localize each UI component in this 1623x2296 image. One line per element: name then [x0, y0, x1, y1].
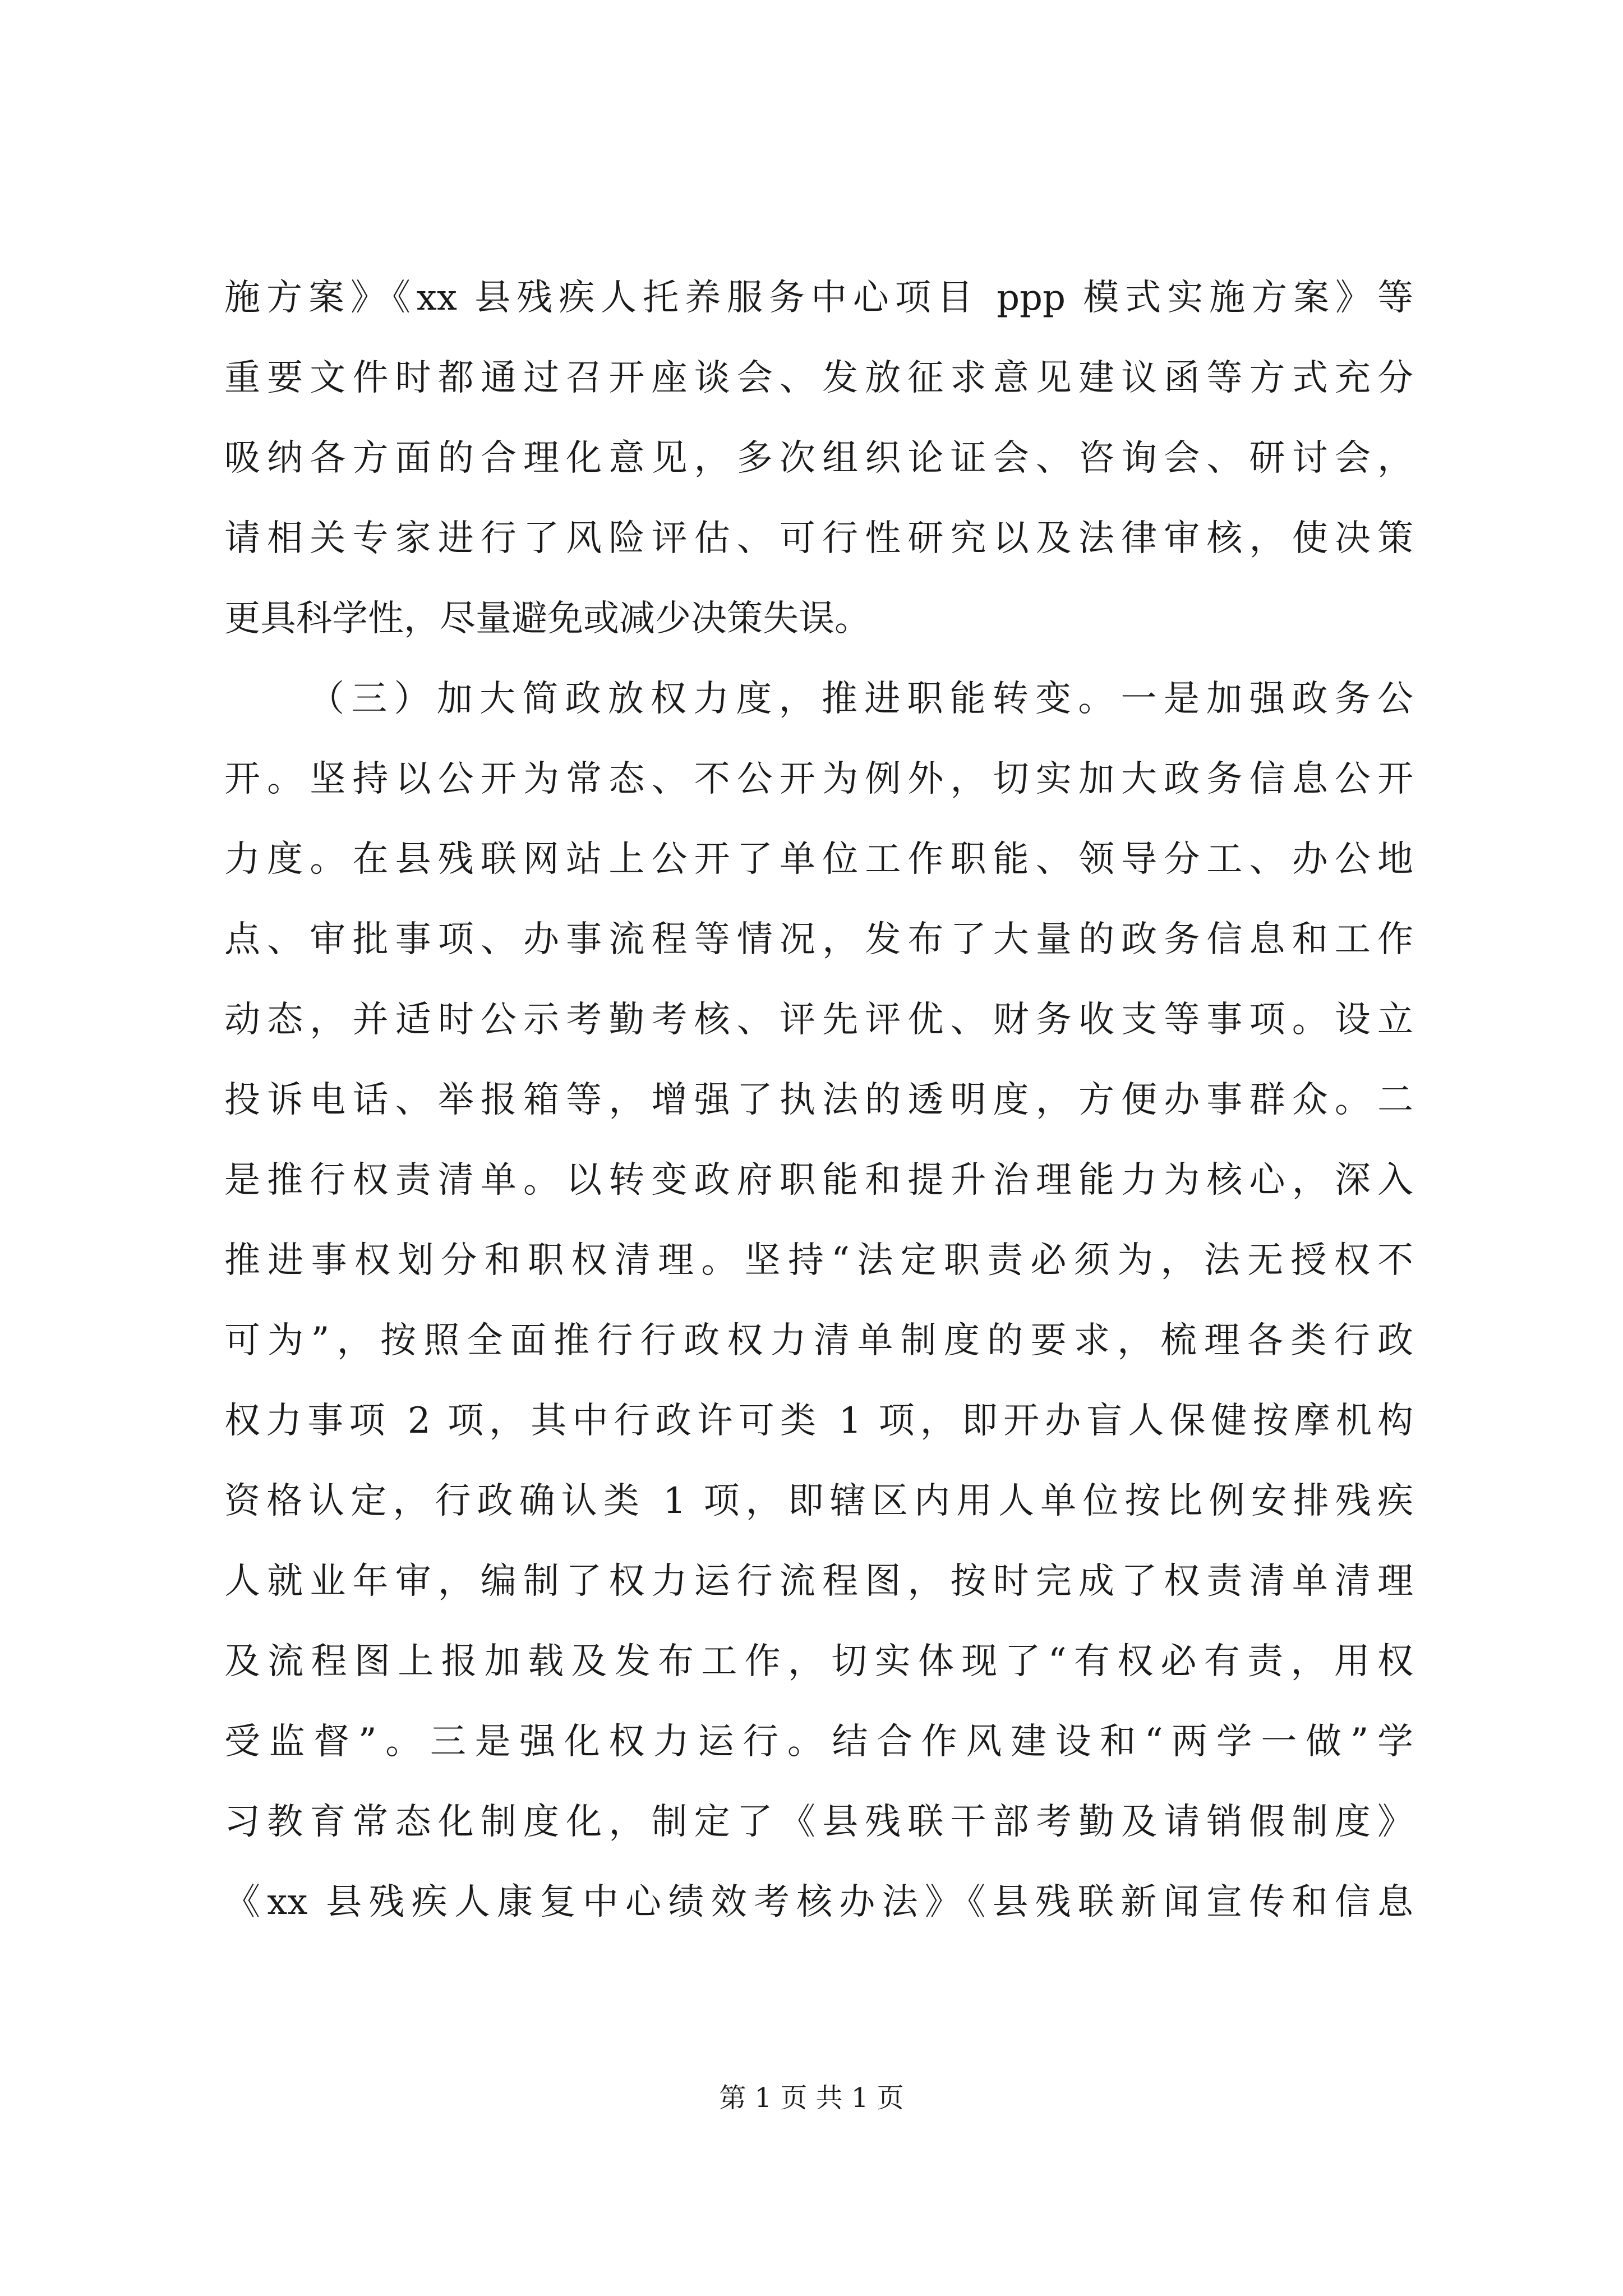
- text-line: 是推行权责清单。以转变政府职能和提升治理能力为核心，深入: [224, 1159, 1413, 1201]
- document-body: [224, 258, 1413, 1943]
- text-line: 资格认定，行政确认类 1 项，即辖区内用人单位按比例安排残疾: [224, 1480, 1413, 1522]
- text-line: 重要文件时都通过召开座谈会、发放征求意见建议函等方式充分: [224, 357, 1413, 399]
- text-line: 吸纳各方面的合理化意见，多次组织论证会、咨询会、研讨会，: [224, 438, 1413, 479]
- text-line: 点、审批事项、办事流程等情况，发布了大量的政务信息和工作: [224, 919, 1413, 960]
- text-line: 动态，并适时公示考勤考核、评先评优、财务收支等事项。设立: [224, 999, 1413, 1041]
- text-line: 可为”，按照全面推行行政权力清单制度的要求，梳理各类行政: [224, 1320, 1413, 1361]
- text-line: 开。坚持以公开为常态、不公开为例外，切实加大政务信息公开: [224, 758, 1413, 800]
- text-line: 受监督”。三是强化权力运行。结合作风建设和“两学一做”学: [224, 1721, 1413, 1763]
- text-line: 力度。在县残联网站上公开了单位工作职能、领导分工、办公地: [224, 839, 1413, 880]
- text-line: 施方案》《xx 县残疾人托养服务中心项目 ppp 模式实施方案》等: [224, 277, 1413, 319]
- text-line: 及流程图上报加载及发布工作，切实体现了“有权必有责，用权: [224, 1641, 1413, 1682]
- text-line: 习教育常态化制度化，制定了《县残联干部考勤及请销假制度》: [224, 1801, 1413, 1843]
- page-footer: [0, 2076, 1623, 2120]
- text-line: 推进事权划分和职权清理。坚持“法定职责必须为，法无授权不: [224, 1240, 1413, 1281]
- text-line: 人就业年审，编制了权力运行流程图，按时完成了权责清单清理: [224, 1561, 1413, 1602]
- page-number: 第 1 页 共 1 页: [719, 2082, 904, 2114]
- text-line: 《xx 县残疾人康复中心绩效考核办法》《县残联新闻宣传和信息: [224, 1881, 1413, 1923]
- section-heading-line: （三）加大简政放权力度，推进职能转变。一是加强政务公: [308, 678, 1413, 720]
- text-line: 投诉电话、举报箱等，增强了执法的透明度，方便办事群众。二: [224, 1079, 1413, 1121]
- text-line: 请相关专家进行了风险评估、可行性研究以及法律审核，使决策: [224, 518, 1413, 559]
- text-line: 更具科学性，尽量避免或减少决策失误。: [224, 598, 870, 639]
- text-line: 权力事项 2 项，其中行政许可类 1 项，即开办盲人保健按摩机构: [224, 1400, 1413, 1442]
